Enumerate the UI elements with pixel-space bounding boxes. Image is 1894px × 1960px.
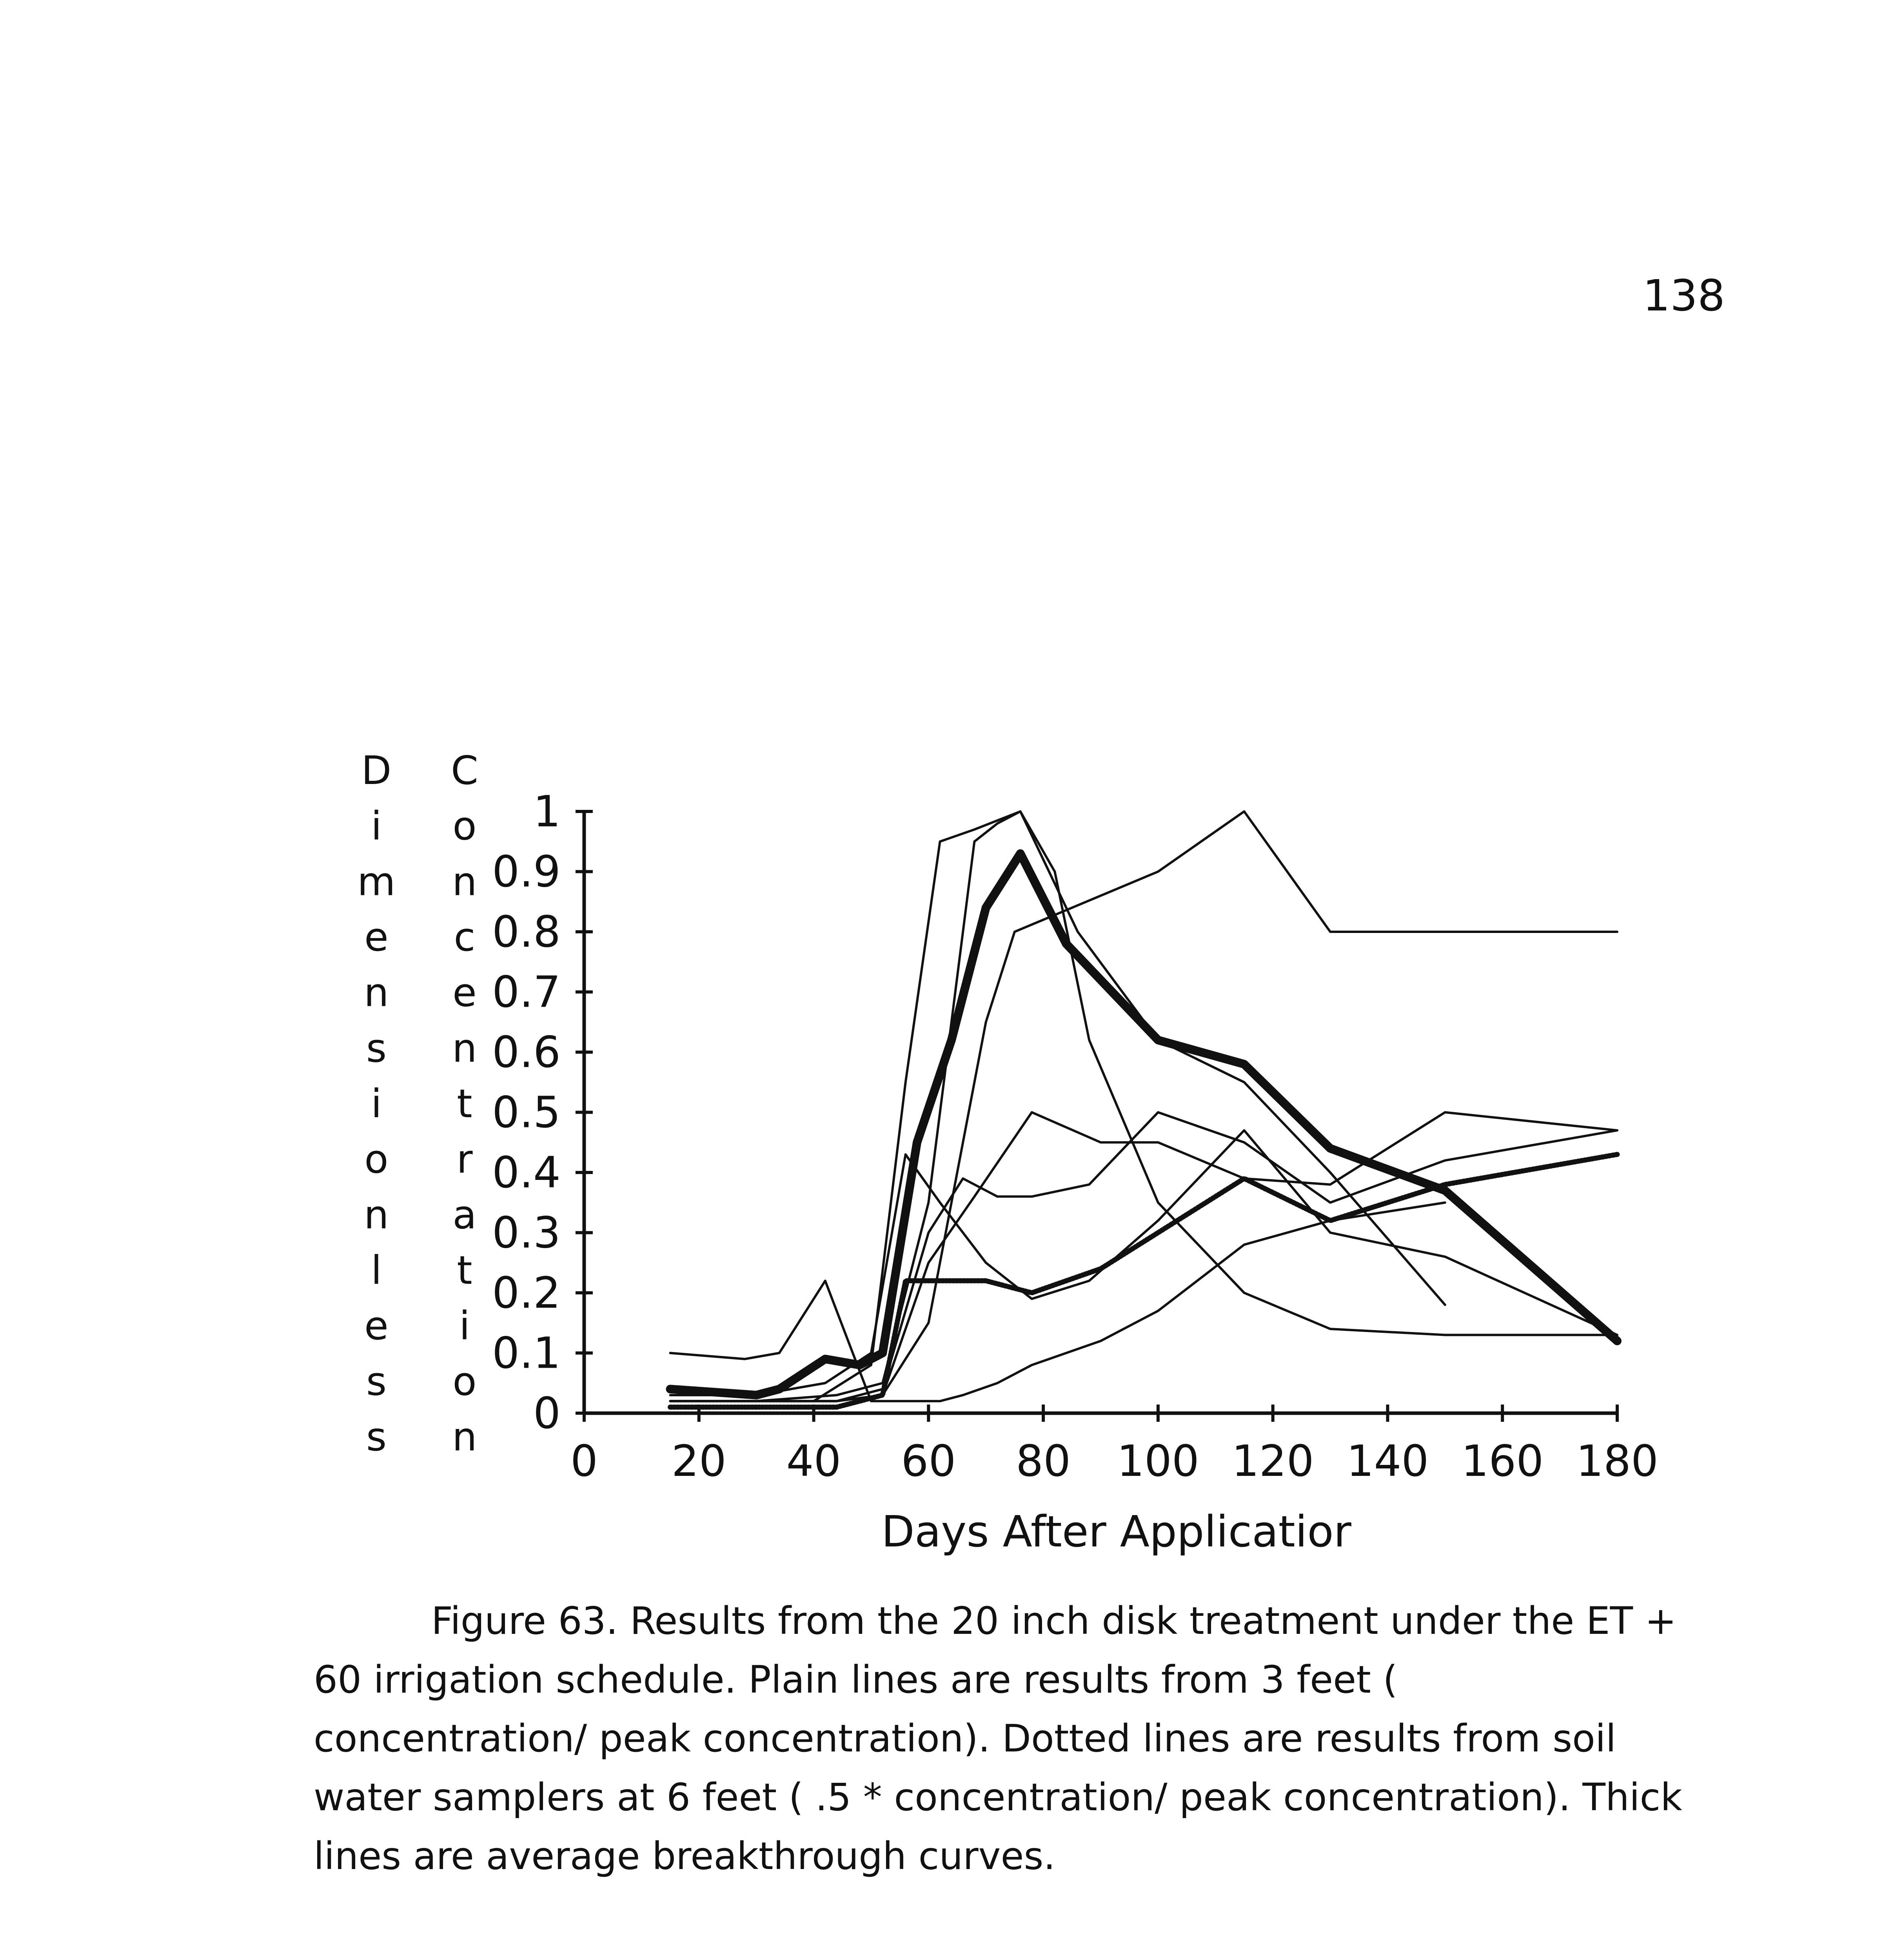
y-axis-label-char: t <box>457 1247 472 1293</box>
y-axis-label-char: o <box>452 1358 477 1405</box>
y-tick-label: 0.9 <box>492 846 561 897</box>
series-line-plain-5 <box>670 1112 1617 1401</box>
x-tick-label: 60 <box>901 1436 956 1486</box>
series-line-plain-2 <box>670 811 1445 1401</box>
y-tick-label: 1 <box>533 786 561 837</box>
y-axis-label-char: D <box>361 748 392 793</box>
figure-caption <box>314 1592 1725 1886</box>
y-axis-label-char: l <box>371 1247 382 1293</box>
y-axis-label-char: t <box>457 1081 472 1127</box>
y-axis-label-char: n <box>452 1414 477 1460</box>
y-axis-label-dimensionless <box>357 748 395 1460</box>
y-axis-label-char: i <box>371 803 382 849</box>
x-tick-label: 0 <box>570 1436 598 1486</box>
y-axis-label-char: n <box>364 969 389 1016</box>
y-axis-label-char: s <box>366 1358 387 1405</box>
page-number: 138 <box>1643 270 1725 321</box>
y-axis-label-char: c <box>454 914 476 960</box>
y-axis-label-char: n <box>452 858 477 905</box>
y-axis-label-char: i <box>459 1303 470 1349</box>
series-line-plain-4 <box>670 811 1617 1401</box>
y-axis-label-char: r <box>456 1136 473 1182</box>
y-axis-label-char: a <box>452 1192 477 1238</box>
chart-ticks <box>492 786 1658 1486</box>
x-tick-label: 20 <box>671 1436 726 1486</box>
x-tick-label: 80 <box>1016 1436 1071 1486</box>
y-tick-label: 0.6 <box>492 1027 561 1077</box>
y-axis-label-char: o <box>364 1136 389 1182</box>
y-axis-label-char: n <box>364 1192 389 1238</box>
x-tick-label: 180 <box>1576 1436 1658 1486</box>
y-tick-label: 0.7 <box>492 967 561 1017</box>
y-tick-label: 0.1 <box>492 1328 561 1378</box>
y-tick-label: 0.4 <box>492 1147 561 1198</box>
y-tick-label: 0 <box>533 1388 561 1438</box>
series-lines <box>670 811 1617 1407</box>
y-axis-label-char: C <box>451 748 478 793</box>
series-line-thick-9 <box>670 853 1617 1395</box>
chart-axes <box>584 811 1617 1413</box>
y-axis-label-char: e <box>452 969 477 1016</box>
caption-line: concentration/ peak concentration). Dotted lines are results from soil <box>314 1717 1616 1760</box>
y-axis-label-char: i <box>371 1081 382 1127</box>
caption-line: water samplers at 6 feet ( .5 * concentration/ peak concentration). Thick <box>314 1775 1682 1819</box>
y-tick-label: 0.3 <box>492 1207 561 1258</box>
y-axis-label-char: e <box>364 914 389 960</box>
y-axis-label-char: o <box>452 803 477 849</box>
caption-line: Figure 63. Results from the 20 inch disk treatment under the ET + <box>431 1599 1677 1643</box>
x-axis-label: Days After Applicatior <box>881 1506 1351 1557</box>
x-tick-label: 100 <box>1117 1436 1199 1486</box>
y-tick-label: 0.2 <box>492 1268 561 1318</box>
x-tick-label: 160 <box>1461 1436 1544 1486</box>
y-axis-label-char: m <box>357 858 396 905</box>
y-axis-label-char: e <box>364 1303 389 1349</box>
x-tick-label: 140 <box>1346 1436 1429 1486</box>
caption-line: lines are average breakthrough curves. <box>314 1834 1056 1878</box>
x-tick-label: 120 <box>1231 1436 1314 1486</box>
y-axis-label-concentration <box>451 748 478 1460</box>
x-tick-label: 40 <box>786 1436 841 1486</box>
caption-line: 60 irrigation schedule. Plain lines are results from 3 feet ( <box>314 1658 1398 1702</box>
y-axis-label-char: n <box>452 1025 477 1071</box>
series-line-plain-6 <box>670 811 1617 1401</box>
y-tick-label: 0.8 <box>492 907 561 957</box>
y-axis-label-char: s <box>366 1025 387 1071</box>
y-tick-label: 0.5 <box>492 1087 561 1138</box>
y-axis-label-char: s <box>366 1414 387 1460</box>
